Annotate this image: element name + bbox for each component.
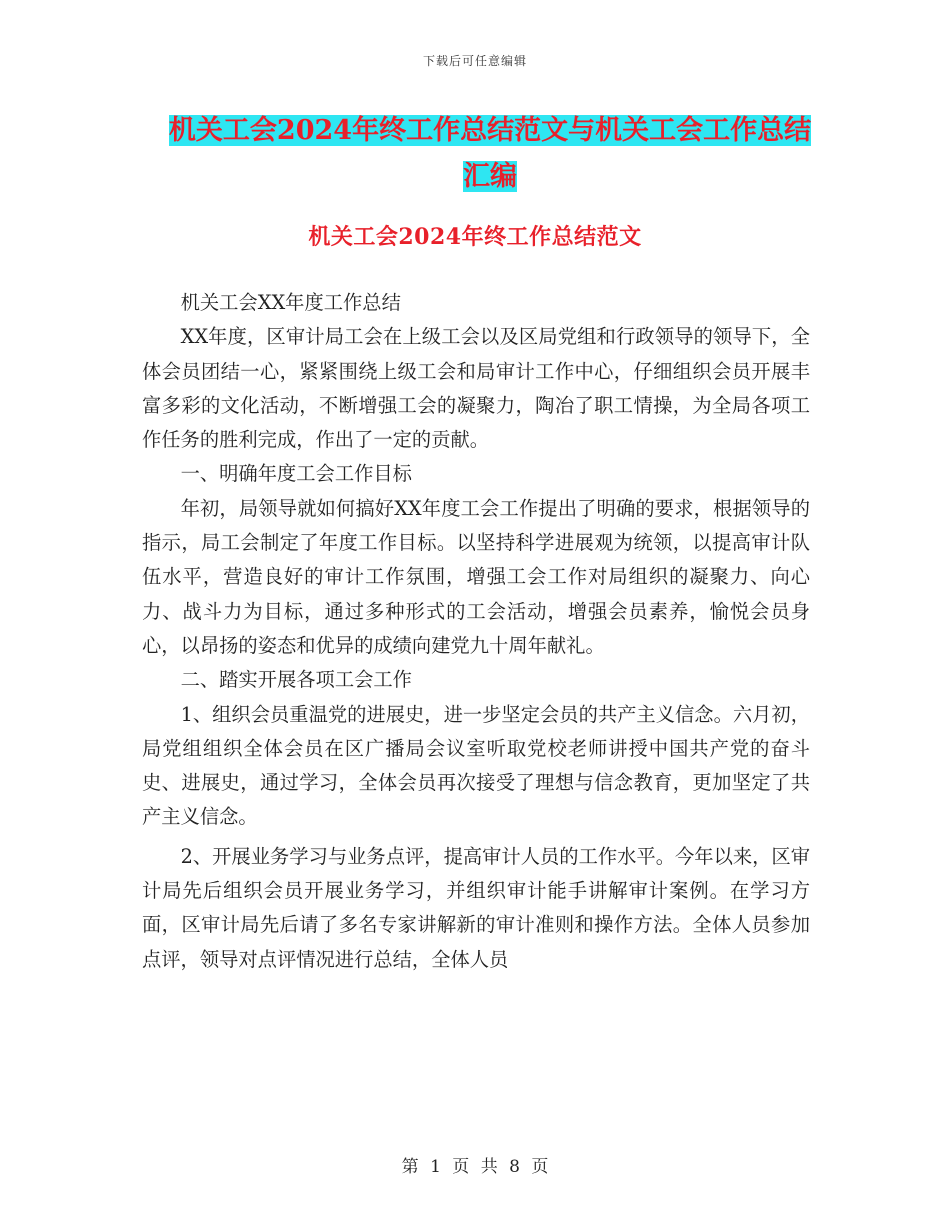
page-number: 第 1 页 共 8 页: [401, 1157, 549, 1177]
paragraph-heading: 一、明确年度工会工作目标: [180, 462, 412, 486]
paragraph-heading: 二、踏实开展各项工会工作: [180, 668, 412, 692]
paragraph: XX年度，区审计局工会在上级工会以及区局党组和行政领导的领导下，全体会员团结一心，紧紧围绕上级工会和局审计工作中心，仔细组织会员开展丰富多彩的文化活动，不断增强工会的凝聚力，陶冶了职工情操，为全局各项工作任务的胜利完成，作出了一定的贡献。: [142, 325, 810, 452]
document-title-line-1: 机关工会2024年终工作总结范文与机关工会工作总结: [168, 115, 812, 146]
paragraph: 1、组织会员重温党的进展史，进一步坚定会员的共产主义信念。六月初，局党组组织全体会员在区广播局会议室听取党校老师讲授中国共产党的奋斗史、进展史，通过学习，全体会员再次接受了理想与信念教育，更加坚定了共产主义信念。: [142, 702, 810, 829]
paragraph-heading: 机关工会XX年度工作总结: [180, 291, 401, 314]
header-note: 下载后可任意编辑: [422, 54, 527, 68]
paragraph: 2、开展业务学习与业务点评，提高审计人员的工作水平。今年以来，区审计局先后组织会员开展业务学习，并组织审计能手讲解审计案例。在学习方面，区审计局先后请了多名专家讲解新的审计准则和操作方法。全体人员参加点评，领导对点评情况进行总结，全体人员: [142, 844, 810, 971]
document-title: [140, 108, 840, 200]
document-body: [142, 286, 810, 977]
document-title-line-2: 汇编: [463, 161, 517, 192]
paragraph: 年初，局领导就如何搞好XX年度工会工作提出了明确的要求，根据领导的指示，局工会制定了年度工作目标。以坚持科学进展观为统领，以提高审计队伍水平，营造良好的审计工作氛围，增强工会工作对局组织的凝聚力、向心力、战斗力为目标，通过多种形式的工会活动，增强会员素养，愉悦会员身心，以昂扬的姿态和优异的成绩向建党九十周年献礼。: [142, 496, 810, 657]
section-title: 机关工会2024年终工作总结范文: [308, 224, 642, 250]
